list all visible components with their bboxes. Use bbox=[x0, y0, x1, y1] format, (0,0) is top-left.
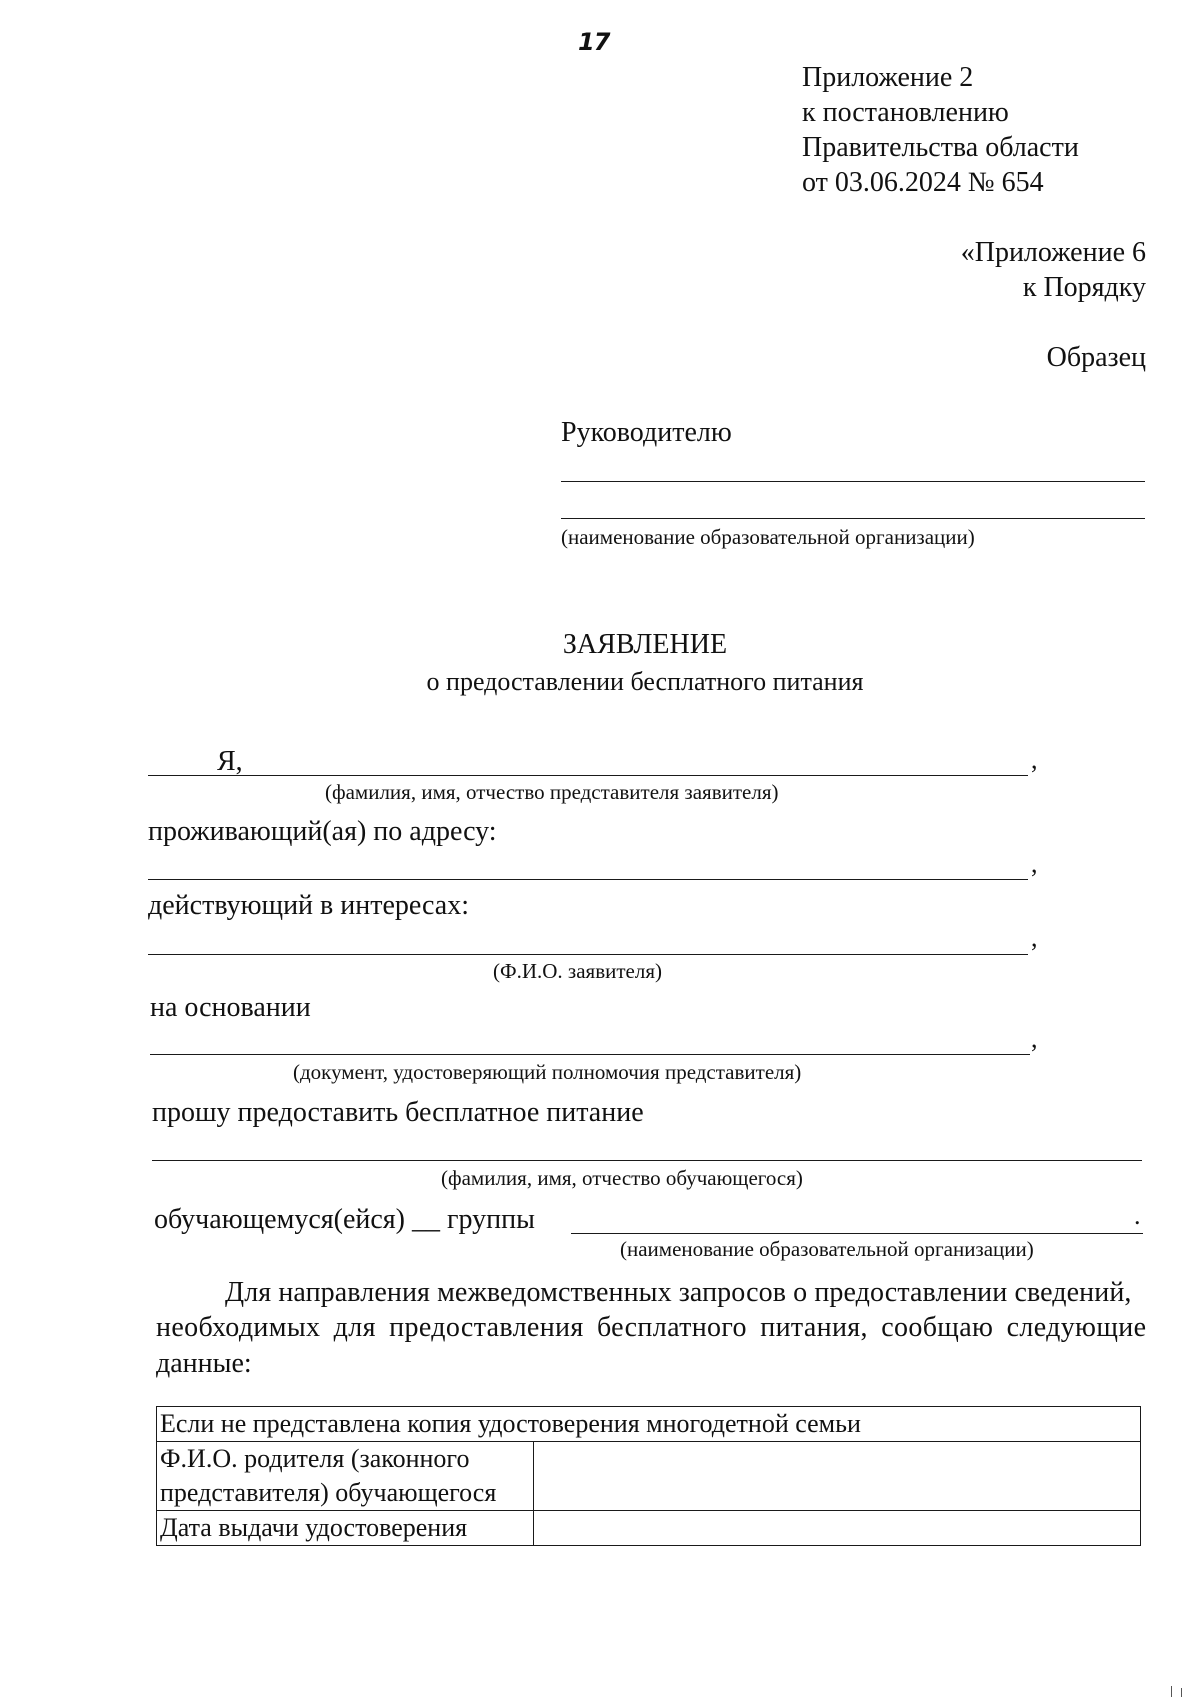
appendix-line-1: Приложение 2 bbox=[802, 62, 974, 93]
appendix-line-3: Правительства области bbox=[802, 132, 1079, 163]
organization-hint: (наименование образовательной организации) bbox=[620, 1237, 1034, 1261]
table-header-row bbox=[157, 1407, 1141, 1442]
paragraph-line-2: необходимых для предоставления бесплатного питания, сообщаю следующие bbox=[156, 1312, 1147, 1343]
table-header-cell: Если не представлена копия удостоверения многодетной семьи bbox=[157, 1407, 1141, 1442]
document-subtitle: о предоставлении бесплатного питания bbox=[426, 667, 864, 696]
representative-name-field[interactable] bbox=[148, 775, 1028, 776]
parent-name-value-cell[interactable] bbox=[534, 1442, 1141, 1511]
comma-3: , bbox=[1031, 923, 1038, 952]
addressee-line-2[interactable] bbox=[561, 518, 1145, 519]
residing-label: проживающий(ая) по адресу: bbox=[148, 816, 497, 847]
addressee-line-1[interactable] bbox=[561, 481, 1145, 482]
scan-mark bbox=[1171, 1686, 1172, 1697]
appendix-line-2: к постановлению bbox=[802, 97, 1009, 128]
table-row-label: Дата выдачи удостоверения bbox=[157, 1511, 534, 1546]
scan-mark bbox=[1181, 1688, 1182, 1697]
applicant-hint: (Ф.И.О. заявителя) bbox=[493, 959, 662, 983]
info-table bbox=[156, 1406, 1141, 1546]
organization-field[interactable] bbox=[571, 1233, 1143, 1234]
table-row bbox=[157, 1511, 1141, 1546]
certificate-date-value-cell[interactable] bbox=[534, 1511, 1141, 1546]
applicant-name-field[interactable] bbox=[148, 954, 1028, 955]
addressee-label: Руководителю bbox=[561, 417, 732, 448]
student-group-label: обучающемуся(ейся) __ группы bbox=[154, 1204, 535, 1235]
document-hint: (документ, удостоверяющий полномочия представителя) bbox=[293, 1060, 802, 1084]
table-row-label: Ф.И.О. родителя (законного представителя) обучающегося bbox=[157, 1442, 534, 1511]
paragraph-line-3: данные: bbox=[156, 1348, 252, 1379]
acting-label: действующий в интересах: bbox=[148, 890, 469, 921]
addressee-hint: (наименование образовательной организации) bbox=[561, 525, 975, 549]
appendix-line-4: от 03.06.2024 № 654 bbox=[802, 167, 1044, 198]
page-number: 17 bbox=[578, 28, 610, 56]
period-mark: . bbox=[1134, 1201, 1141, 1230]
appendix-sub-line-1: «Приложение 6 bbox=[960, 237, 1146, 268]
comma-2: , bbox=[1031, 849, 1038, 878]
comma-1: , bbox=[1031, 745, 1038, 774]
representative-hint: (фамилия, имя, отчество представителя заявителя) bbox=[325, 780, 779, 804]
paragraph-line-1: Для направления межведомственных запросов о предоставлении сведений, bbox=[225, 1277, 1132, 1308]
student-name-field[interactable] bbox=[152, 1160, 1142, 1161]
student-hint: (фамилия, имя, отчество обучающегося) bbox=[441, 1166, 803, 1190]
sample-label: Образец bbox=[1046, 342, 1146, 373]
basis-label: на основании bbox=[150, 992, 311, 1023]
document-field[interactable] bbox=[150, 1054, 1030, 1055]
i-label: Я, bbox=[217, 746, 243, 777]
request-label: прошу предоставить бесплатное питание bbox=[152, 1097, 644, 1128]
table-row bbox=[157, 1442, 1141, 1511]
appendix-sub-line-2: к Порядку bbox=[1022, 272, 1146, 303]
comma-4: , bbox=[1031, 1024, 1038, 1053]
address-field[interactable] bbox=[148, 879, 1028, 880]
document-title: ЗАЯВЛЕНИЕ bbox=[562, 629, 728, 660]
